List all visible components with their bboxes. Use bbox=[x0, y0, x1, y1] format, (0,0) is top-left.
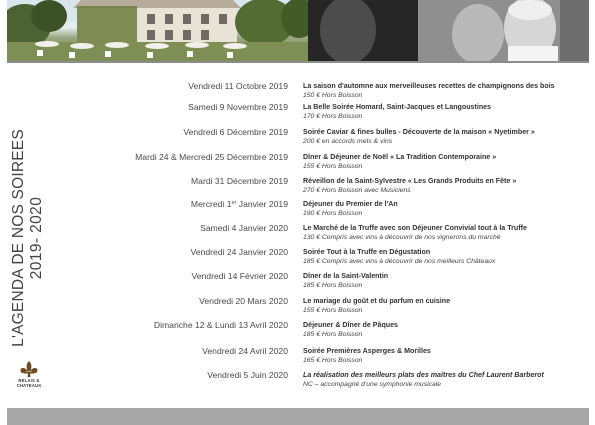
event-price: 155 € Hors Boisson bbox=[303, 307, 363, 314]
chef-portrait-photo bbox=[308, 0, 589, 61]
header-photos bbox=[7, 0, 589, 61]
event-details bbox=[303, 223, 593, 242]
event-price: 155 € Hors Boisson bbox=[303, 163, 363, 170]
event-details bbox=[303, 199, 593, 218]
agenda-title-line1: L'AGENDA DE NOS SOIREES bbox=[10, 129, 27, 347]
event-details bbox=[303, 370, 593, 389]
event-details bbox=[303, 127, 593, 146]
event-date: Mercredi 1er Janvier 2019 bbox=[190, 199, 288, 209]
event-title: La réalisation des meilleurs plats des maîtres du Chef Laurent Barberot bbox=[303, 371, 544, 379]
event-title: Soirée Premières Asperges & Morilles bbox=[303, 347, 431, 355]
event-date: Samedi 4 Janvier 2020 bbox=[200, 223, 288, 233]
event-price: 170 € Hors Boisson bbox=[303, 113, 363, 120]
event-date: Dimanche 12 & Lundi 13 Avril 2020 bbox=[153, 320, 288, 330]
header-divider bbox=[7, 61, 589, 63]
event-details bbox=[303, 346, 593, 365]
event-details bbox=[303, 152, 593, 171]
event-date: Vendredi 24 Janvier 2020 bbox=[190, 247, 288, 257]
event-title: Déjeuner & Dîner de Pâques bbox=[303, 321, 399, 329]
event-title: Soirée Caviar & fines bulles - Découverte de la maison « Nyetimber » bbox=[303, 128, 535, 136]
event-title: Dîner de la Saint-Valentin bbox=[303, 272, 389, 280]
event-date: Samedi 9 Novembre 2019 bbox=[188, 102, 288, 112]
event-title: Le mariage du goût et du parfum en cuisine bbox=[303, 297, 451, 305]
event-price: 185 € Hors Boisson bbox=[303, 331, 363, 338]
event-price: 150 € Hors Boisson bbox=[303, 92, 363, 99]
event-title: Dîner & Déjeuner de Noël « La Tradition Contemporaine » bbox=[303, 153, 497, 161]
agenda-title-line2: 2019- 2020 bbox=[28, 196, 45, 280]
event-title: Soirée Tout à la Truffe en Dégustation bbox=[303, 248, 431, 256]
event-date: Vendredi 5 Juin 2020 bbox=[207, 370, 288, 380]
event-title: Déjeuner du Premier de l'An bbox=[303, 200, 398, 208]
event-price: 130 € Compris avec vins à découvrir de nos vignerons du marché bbox=[303, 234, 501, 241]
event-price: 165 € Hors Boisson bbox=[303, 357, 363, 364]
event-date: Vendredi 6 Décembre 2019 bbox=[183, 127, 288, 137]
event-price: NC – accompagné d'une symphonie musicale bbox=[303, 381, 442, 388]
event-date: Vendredi 11 Octobre 2019 bbox=[188, 81, 288, 91]
event-date: Mardi 31 Décembre 2019 bbox=[191, 176, 288, 186]
event-details bbox=[303, 271, 593, 290]
event-price: 185 € Compris avec vins à découvrir de nos meilleurs Châteaux bbox=[303, 258, 496, 265]
event-price: 200 € en accords mets & vins bbox=[303, 138, 393, 145]
agenda-title bbox=[10, 118, 46, 358]
fleur-de-lis-icon bbox=[18, 360, 40, 378]
event-date: Vendredi 20 Mars 2020 bbox=[199, 296, 288, 306]
footer-bar bbox=[7, 408, 589, 425]
event-details bbox=[303, 176, 593, 195]
relais-chateaux-logo bbox=[14, 360, 44, 394]
event-title: Le Marché de la Truffe avec son Déjeuner Convivial tout à la Truffe bbox=[303, 224, 527, 232]
event-details bbox=[303, 296, 593, 315]
event-price: 270 € Hors Boisson avec Musiciens bbox=[303, 187, 411, 194]
event-details bbox=[303, 81, 593, 100]
event-date: Mardi 24 & Mercredi 25 Décembre 2019 bbox=[135, 152, 288, 162]
event-date: Vendredi 14 Février 2020 bbox=[191, 271, 288, 281]
event-title: La saison d'automne aux merveilleuses recettes de champignons des bois bbox=[303, 82, 555, 90]
event-details bbox=[303, 247, 593, 266]
event-details bbox=[303, 102, 593, 121]
event-title: Réveillon de la Saint-Sylvestre « Les Grands Produits en Fête » bbox=[303, 177, 517, 185]
logo-text-line2: CHATEAUX bbox=[16, 383, 42, 388]
event-price: 185 € Hors Boisson bbox=[303, 282, 363, 289]
event-details bbox=[303, 320, 593, 339]
event-price: 190 € Hors Boisson bbox=[303, 210, 363, 217]
event-date: Vendredi 24 Avril 2020 bbox=[202, 346, 288, 356]
logo-text-line1: RELAIS & bbox=[18, 378, 40, 383]
hotel-garden-photo bbox=[7, 0, 308, 61]
event-title: La Belle Soirée Homard, Saint-Jacques et Langoustines bbox=[303, 103, 492, 111]
